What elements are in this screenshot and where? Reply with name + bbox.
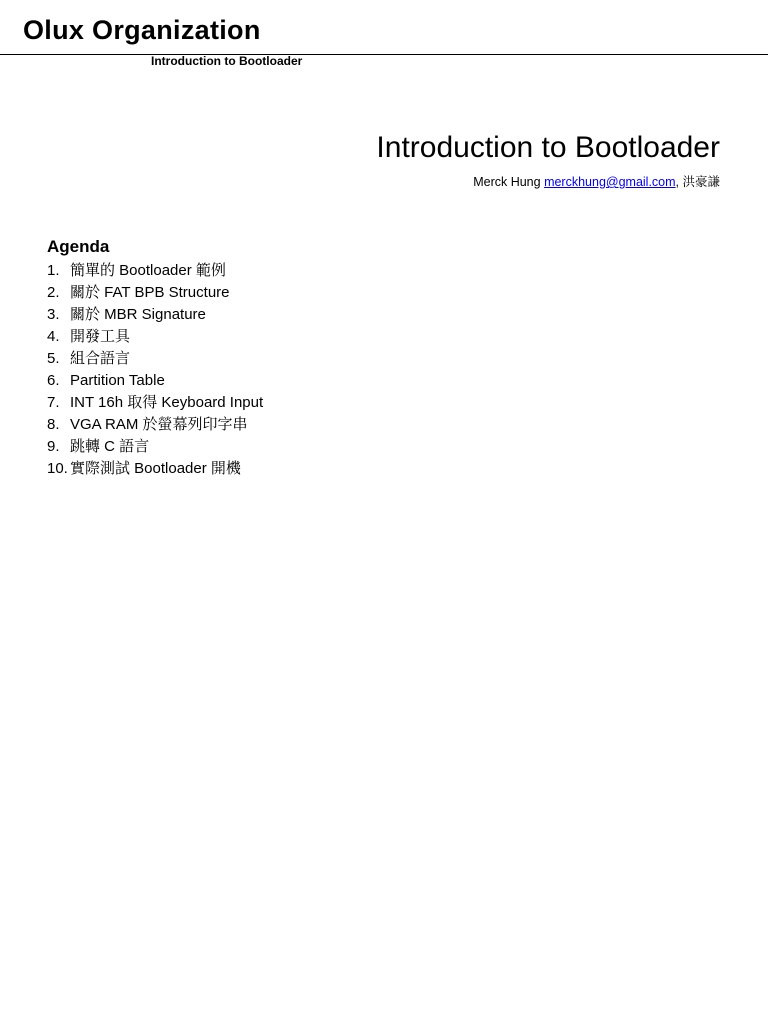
document-title: Introduction to Bootloader <box>376 131 720 164</box>
agenda-item-number: 5. <box>47 350 60 367</box>
running-head: Introduction to Bootloader <box>151 54 303 68</box>
agenda-item-number: 2. <box>47 284 60 301</box>
agenda-heading: Agenda <box>47 237 110 256</box>
page-header <box>0 0 768 55</box>
agenda-item-number: 3. <box>47 306 60 323</box>
author-suffix: , 洪豪謙 <box>675 175 720 189</box>
agenda-section <box>47 236 447 480</box>
agenda-item-number: 6. <box>47 372 60 389</box>
agenda-item-number: 10. <box>47 460 68 477</box>
agenda-item-number: 8. <box>47 416 60 433</box>
agenda-item-label: 跳轉 C 語言 <box>70 438 150 455</box>
author-byline <box>473 174 720 190</box>
author-email-link[interactable]: merckhung@gmail.com <box>544 175 676 189</box>
agenda-item <box>47 370 447 392</box>
agenda-item <box>47 304 447 326</box>
agenda-item <box>47 436 447 458</box>
agenda-item <box>47 458 447 480</box>
agenda-item <box>47 348 447 370</box>
org-title: Olux Organization <box>23 15 261 45</box>
agenda-item-number: 4. <box>47 328 60 345</box>
agenda-item <box>47 392 447 414</box>
author-name: Merck Hung <box>473 175 545 189</box>
agenda-item-label: 簡單的 Bootloader 範例 <box>70 262 226 279</box>
agenda-item <box>47 260 447 282</box>
agenda-item <box>47 326 447 348</box>
agenda-list <box>47 260 447 480</box>
agenda-item-number: 9. <box>47 438 60 455</box>
agenda-item <box>47 414 447 436</box>
agenda-item-label: 實際測試 Bootloader 開機 <box>70 460 241 477</box>
agenda-item-label: 關於 FAT BPB Structure <box>70 284 230 301</box>
agenda-item-label: VGA RAM 於螢幕列印字串 <box>70 416 248 433</box>
agenda-item-number: 7. <box>47 394 60 411</box>
agenda-item <box>47 282 447 304</box>
agenda-item-label: 組合語言 <box>70 350 131 367</box>
agenda-item-label: 關於 MBR Signature <box>70 306 206 323</box>
agenda-item-label: INT 16h 取得 Keyboard Input <box>70 394 264 411</box>
agenda-item-label: Partition Table <box>70 372 165 389</box>
agenda-item-label: 開發工具 <box>70 328 131 345</box>
agenda-item-number: 1. <box>47 262 60 279</box>
